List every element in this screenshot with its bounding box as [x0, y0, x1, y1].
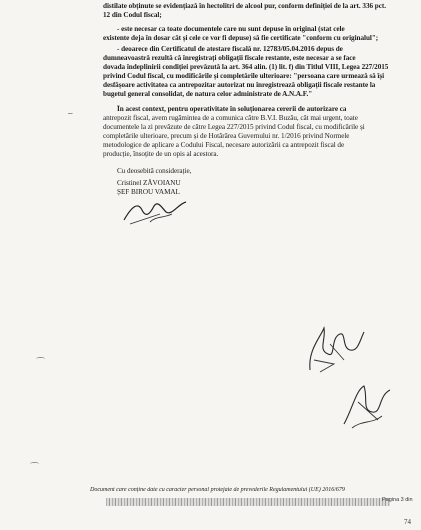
text-line: dovada îndeplinirii condiției prevăzută la art. 364 alin. (1) lit. f) din Titlul VIII, Legea 227/2015 [103, 63, 389, 71]
text-line: metodologice de aplicare a Codului Fiscal, necesare autorizării ca antrepozit fiscal de [103, 141, 345, 149]
text-line: În acest context, pentru operativitate în soluționarea cererii de autorizare ca [117, 105, 347, 113]
margin-mark: – [68, 108, 73, 118]
text-line: documentele la zi prevăzute de către Legea 227/2015 privind Codul fiscal, cu modificările și [103, 123, 365, 131]
handwritten-signature [120, 196, 190, 228]
footer-notice: Document care conține date cu caracter personal protejate de prevederile Regulamentului (UE) 2016/679 [90, 487, 345, 493]
text-line: antrepozit fiscal, avem rugămintea de a comunica către B.V.I. Buzău, cât mai urgent, toate [103, 114, 358, 122]
margin-mark: ⌒ [30, 462, 40, 472]
text-line: dumneavoastră rezultă că înregistrați obligații fiscale restante, este necesar a se face [103, 54, 356, 62]
signature-mark [338, 380, 398, 432]
text-line: privind Codul fiscal, cu modificările și completările ulterioare: "persoana care urmează să își [103, 72, 385, 80]
signature-mark [300, 320, 370, 378]
text-line: distilate obținute se evidențiază în hectolitri de alcool pur, conform definiției de la art. 336 pct. [103, 2, 386, 10]
text-line: desfășoare activitatea ca antrepozitar autorizat nu înregistrează obligații fiscale restante la [103, 81, 376, 89]
text-line: bugetul general consolidat, de natura celor administrate de A.N.A.F." [103, 90, 313, 98]
page-number: Pagina 3 din [382, 497, 413, 503]
text-line: existente deja în dosar cât și cele ce vor fi depuse) să fie certificate "conform cu originalul"; [103, 34, 379, 42]
text-line: completările ulterioare, precum și de Hotărârea Guvernului nr. 1/2016 privind Normele [103, 132, 350, 140]
text-line: producție, însoțite de un opis al acestora. [103, 150, 219, 158]
corner-number: 74 [404, 518, 411, 526]
signatory-title: ȘEF BIROU VAMAL [117, 188, 180, 196]
footer-stamp-bar [106, 498, 390, 506]
text-line: 12 din Codul fiscal; [103, 11, 162, 19]
margin-mark: ⌒ [36, 357, 46, 367]
text-line: - deoarece din Certificatul de atestare fiscală nr. 12783/05.04.2016 depus de [117, 45, 343, 53]
closing-line: Cu deosebită considerație, [117, 167, 192, 175]
text-line: - este necesar ca toate documentele care nu sunt depuse în original (stat cele [117, 25, 345, 33]
signatory-name: Cristinel ZĂVOIANU [117, 179, 181, 187]
